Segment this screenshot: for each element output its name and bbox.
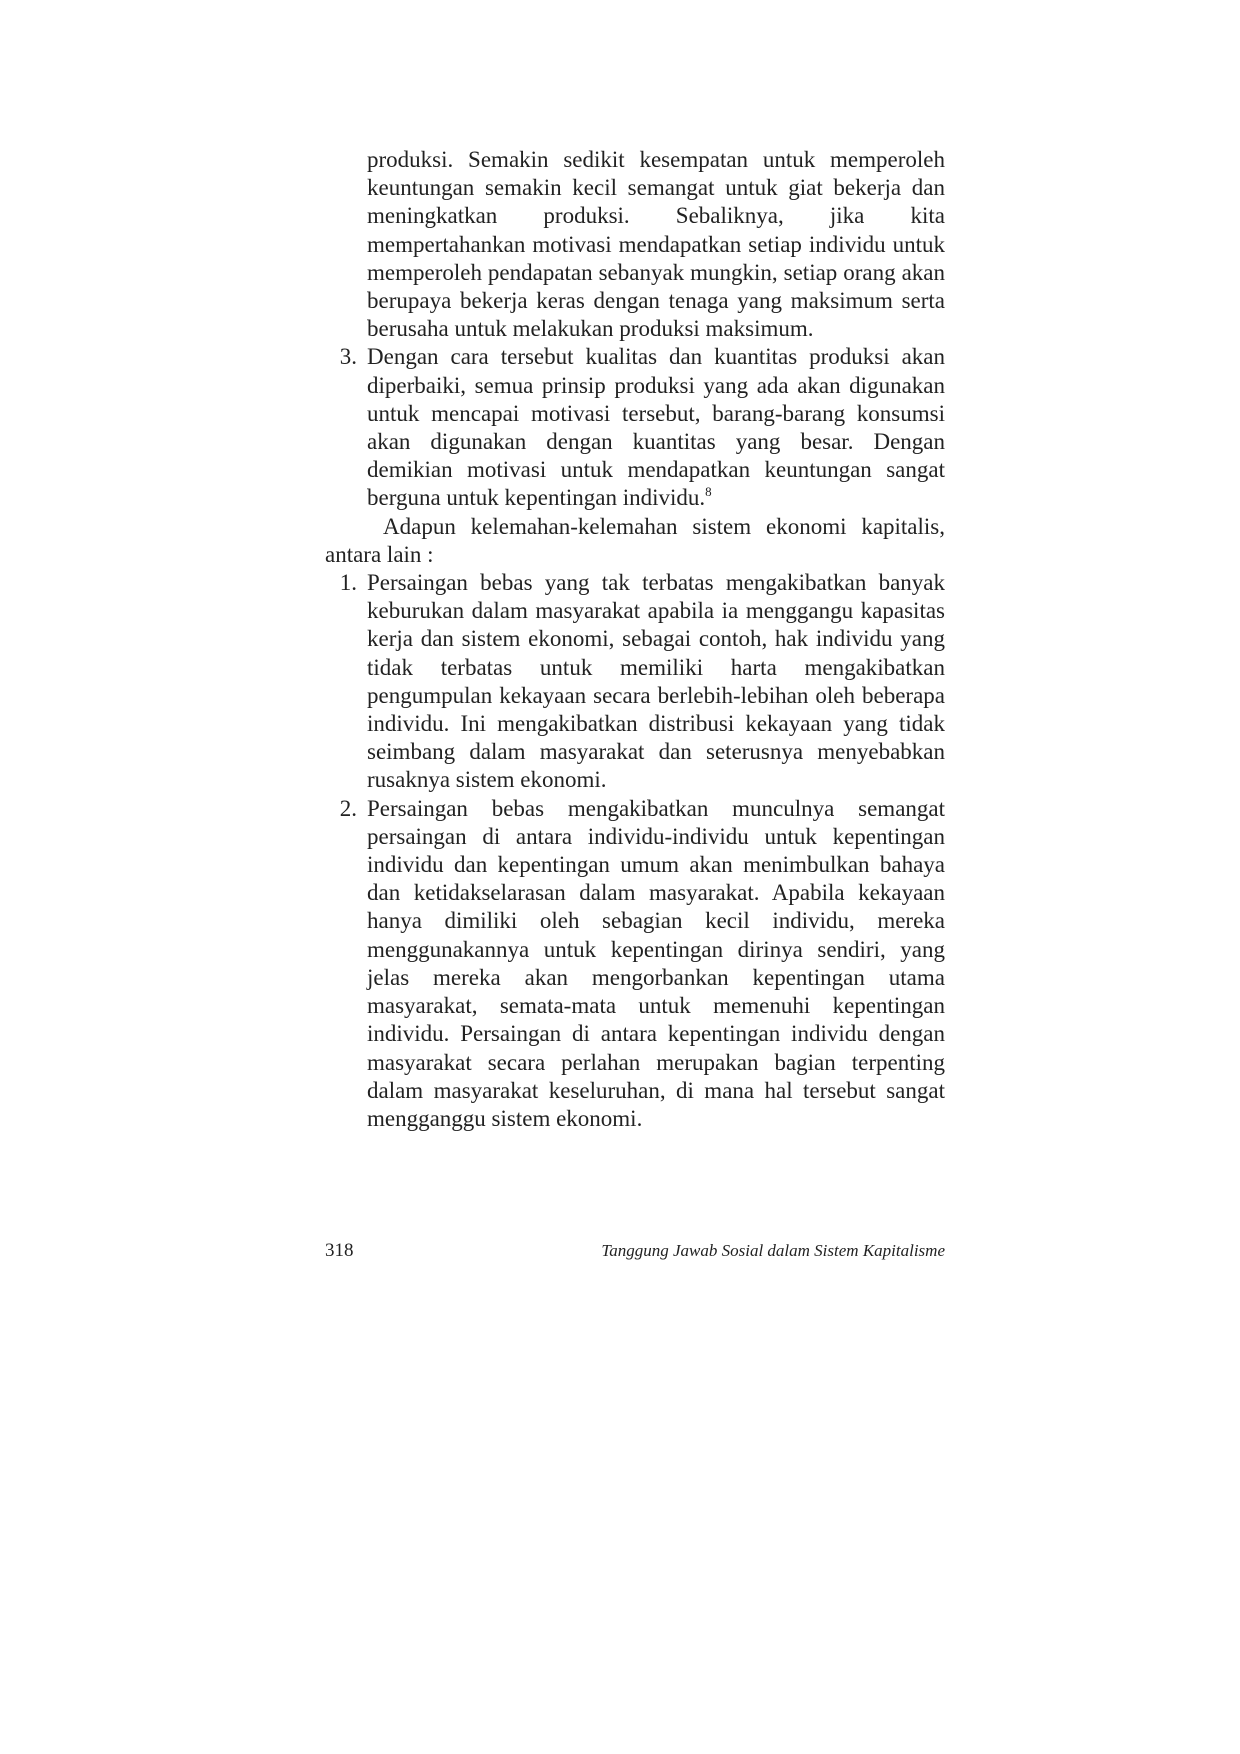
page-number: 318 <box>325 1240 354 1261</box>
list-item-3 <box>325 343 945 512</box>
footnote-ref[interactable]: 8 <box>705 484 712 500</box>
list-number: 1. <box>339 570 357 596</box>
list-item-weakness-2 <box>325 795 945 1133</box>
page-footer <box>325 1240 945 1262</box>
list-item-3-body: Dengan cara tersebut kualitas dan kuantitas produksi akan diperbaiki, semua prinsip produksi yang ada akan digunakan untuk mencapai motivasi tersebut, barang-barang konsumsi akan digunakan dengan kuantitas yang besar. Dengan demikian motivasi untuk mendapatkan keuntungan sangat berguna untuk kepentingan individu. <box>367 344 945 511</box>
list-number: 3. <box>339 344 357 370</box>
list-item-text: Persaingan bebas yang tak terbatas mengakibatkan banyak keburukan dalam masyarakat apabila ia menggangu kapasitas kerja dan sistem ekonomi, sebagai contoh, hak individu yang tidak terbatas untuk memiliki harta mengakibatkan pengumpulan kekayaan secara berlebih-lebihan oleh beberapa individu. Ini mengakibatkan distribusi kekayaan yang tidak seimbang dalam masyarakat dan seterusnya menyebabkan rusaknya sistem ekonomi. <box>367 570 945 793</box>
running-title: Tanggung Jawab Sosial dalam Sistem Kapitalisme <box>601 1241 945 1260</box>
weakness-intro-paragraph: Adapun kelemahan-kelemahan sistem ekonomi kapitalis, antara lain : <box>325 513 945 567</box>
list-number: 2. <box>339 795 357 821</box>
list-item-text <box>367 343 945 512</box>
continuation-paragraph: produksi. Semakin sedikit kesempatan untuk memperoleh keuntungan semakin kecil semangat untuk giat bekerja dan meningkatkan produksi. Sebaliknya, jika kita mempertahankan motivasi mendapatkan setiap individu untuk memperoleh pendapatan sebanyak mungkin, setiap orang akan berupaya bekerja keras dengan tenaga yang maksimum serta berusaha untuk melakukan produksi maksimum. <box>367 147 945 342</box>
list-item-weakness-1 <box>325 569 945 795</box>
body-text-block <box>325 146 945 1133</box>
list-item-text: Persaingan bebas mengakibatkan munculnya semangat persaingan di antara individu-individu untuk kepentingan individu dan kepentingan umum akan menimbulkan bahaya dan ketidakselarasan dalam masyarakat. Apabila kekayaan hanya dimiliki oleh sebagian kecil individu, mereka menggunakannya untuk kepentingan dirinya sendiri, yang jelas mereka akan mengorbankan kepentingan utama masyarakat, semata-mata untuk memenuhi kepentingan individu. Persaingan di antara kepentingan individu dengan masyarakat secara perlahan merupakan bagian terpenting dalam masyarakat keseluruhan, di mana hal tersebut sangat mengganggu sistem ekonomi. <box>367 795 945 1131</box>
